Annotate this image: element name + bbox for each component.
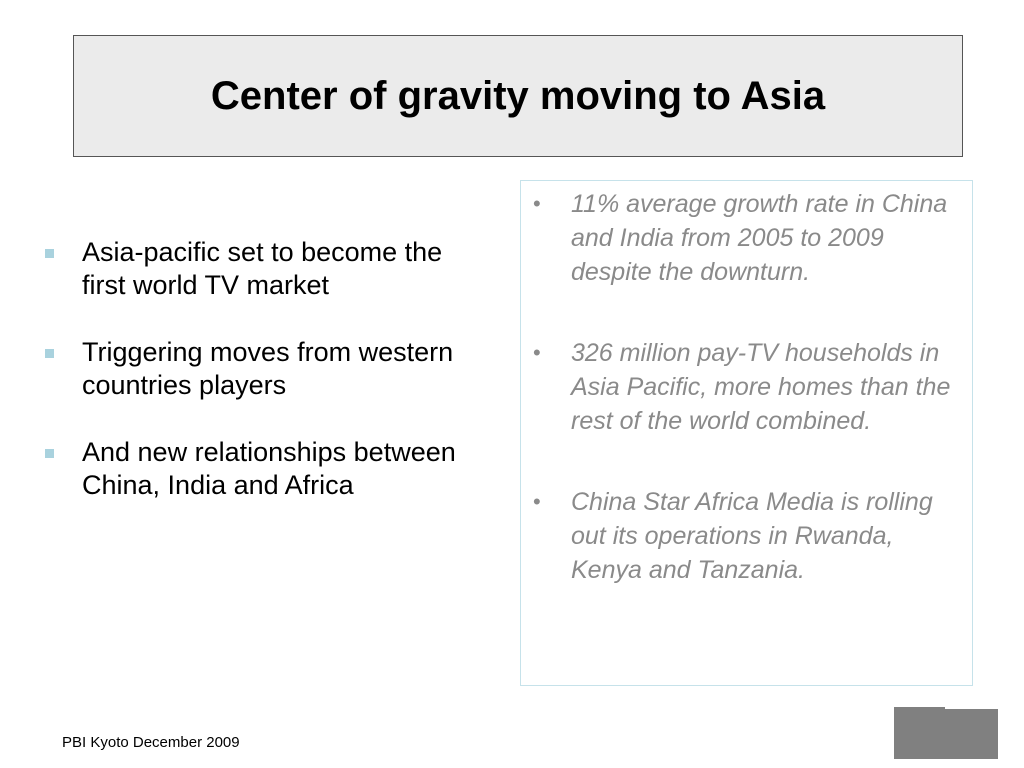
- corner-decoration-line: [945, 707, 998, 709]
- title-box: [73, 35, 963, 157]
- right-bullet-item: [533, 336, 963, 438]
- right-bullet-text: China Star Africa Media is rolling out its operations in Rwanda, Kenya and Tanzania.: [571, 488, 933, 584]
- left-bullet-list: [42, 236, 472, 536]
- left-bullet-item: [42, 236, 472, 302]
- footer-text: PBI Kyoto December 2009: [62, 734, 240, 751]
- square-bullet-icon: [45, 349, 54, 358]
- corner-decoration: [894, 707, 998, 759]
- right-bullet-item: [533, 485, 963, 587]
- left-bullet-text: Triggering moves from western countries players: [82, 337, 454, 400]
- right-bullet-item: [533, 187, 963, 289]
- slide-title: Center of gravity moving to Asia: [210, 73, 826, 118]
- right-bullet-text: 11% average growth rate in China and India from 2005 to 2009 despite the downturn.: [571, 190, 948, 286]
- left-bullet-text: Asia-pacific set to become the first world TV market: [82, 237, 443, 300]
- bullet-dot-icon: •: [533, 191, 541, 216]
- right-text-box: [520, 180, 973, 686]
- left-bullet-text: And new relationships between China, India and Africa: [82, 437, 456, 500]
- bullet-dot-icon: •: [533, 489, 541, 514]
- square-bullet-icon: [45, 249, 54, 258]
- left-bullet-item: [42, 436, 472, 502]
- right-bullet-list: [533, 187, 963, 634]
- bullet-dot-icon: •: [533, 340, 541, 365]
- left-bullet-item: [42, 336, 472, 402]
- square-bullet-icon: [45, 449, 54, 458]
- right-bullet-text: 326 million pay-TV households in Asia Pacific, more homes than the rest of the world combined.: [571, 339, 951, 435]
